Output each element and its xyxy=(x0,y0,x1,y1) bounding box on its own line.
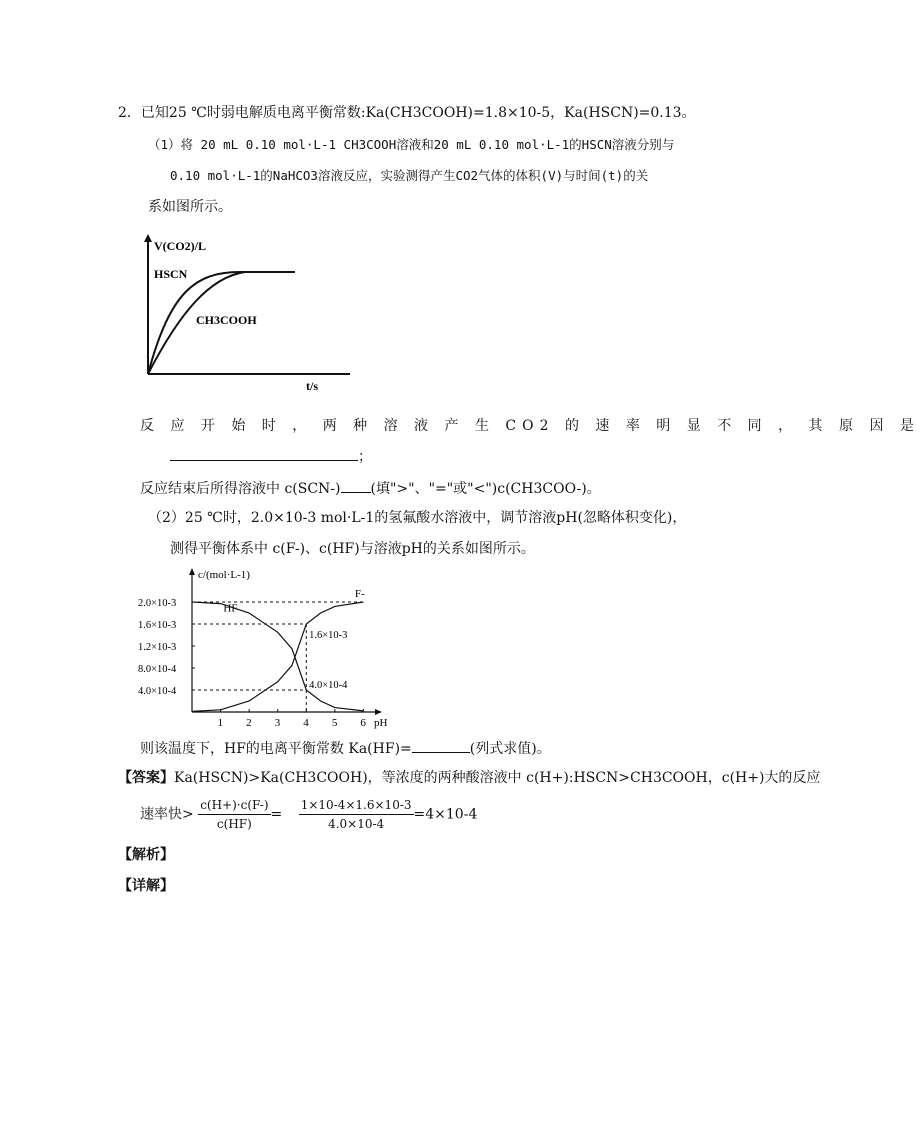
chart2-ylabel: c/(mol·L-1) xyxy=(198,569,250,581)
chart2-annotation-1: 1.6×10-3 xyxy=(309,630,348,641)
q2-answer-blank[interactable] xyxy=(341,478,371,493)
chart2-x-arrow xyxy=(375,709,382,715)
fraction2-numerator: 1×10-4×1.6×10-3 xyxy=(299,796,414,815)
problem-intro: 已知25 ℃时弱电解质电离平衡常数:Ka(CH3COOH)=1.8×10-5，Ka(HSCN)=0.13。 xyxy=(140,105,696,121)
part1-line3: 系如图所示。 xyxy=(148,199,232,215)
answer-line2 xyxy=(140,796,477,833)
fraction1-numerator: c(H+)·c(F-) xyxy=(198,796,270,815)
chart2-y-tick-label: 2.0×10-3 xyxy=(138,598,177,609)
q1-answer-blank[interactable] xyxy=(170,446,358,461)
chart2-f-label: F- xyxy=(354,588,365,600)
chart2-x-tick-label: 6 xyxy=(360,717,366,729)
chart2-series-hf xyxy=(192,602,363,711)
chart2-y-tick-label: 1.6×10-3 xyxy=(138,620,177,631)
q1-text: 反 应 开 始 时 ， 两 种 溶 液 产 生 CO2 的 速 率 明 显 不 同 ， 其 原 因 是 xyxy=(140,418,920,434)
hf-concentration-chart xyxy=(136,562,386,728)
detail-label: 【详解】 xyxy=(118,878,174,894)
answer-fraction-1 xyxy=(198,796,270,833)
chart2-series-f xyxy=(192,602,363,711)
fraction1-denominator: c(HF) xyxy=(216,817,252,831)
chart2-y-tick-label: 4.0×10-4 xyxy=(138,686,177,697)
answer-label: 【答案】 xyxy=(118,770,174,786)
chart2-x-tick-label: 4 xyxy=(303,717,309,729)
chart2-x-tick-label: 5 xyxy=(331,717,338,729)
chart1-y-arrow xyxy=(144,234,152,242)
answer-prefix: 速率快> xyxy=(140,806,194,823)
fraction2-denominator: 4.0×10-4 xyxy=(328,817,385,831)
q3-answer-blank[interactable] xyxy=(412,738,470,753)
q3-after: (列式求值)。 xyxy=(469,741,551,757)
chart2-y-arrow xyxy=(189,568,195,575)
problem-number: 2． xyxy=(118,105,141,121)
part2-line1: （2）25 ℃时，2.0×10-3 mol·L-1的氢氟酸水溶液中，调节溶液pH(忽略体积变化)， xyxy=(148,510,687,526)
answer-equals: = xyxy=(270,806,283,823)
part1-line2: 0.10 mol·L-1的NaHCO3溶液反应，实验测得产生CO2气体的体积(V)与时间(t)的关 xyxy=(170,168,649,183)
chart2-annotation-2: 4.0×10-4 xyxy=(309,680,348,691)
part1-line1: （1）将 20 mL 0.10 mol·L-1 CH3COOH溶液和20 mL 0.10 mol·L-1的HSCN溶液分别与 xyxy=(148,137,675,152)
q3-before: 则该温度下，HF的电离平衡常数 Ka(HF)= xyxy=(140,741,412,757)
chart2-x-tick-label: 1 xyxy=(217,717,224,729)
chart2-y-tick-label: 1.2×10-3 xyxy=(138,642,177,653)
chart1-xlabel: t/s xyxy=(306,379,318,393)
problem-intro-line xyxy=(118,104,696,122)
chart2-plot xyxy=(138,568,388,729)
chart2-x-tick-label: 2 xyxy=(246,717,252,729)
answer-fraction-2 xyxy=(299,796,414,833)
answer-text: Ka(HSCN)>Ka(CH3COOH)，等浓度的两种酸溶液中 c(H+):HSCN>CH3COOH，c(H+)大的反应 xyxy=(174,770,821,786)
chart2-y-tick-label: 8.0×10-4 xyxy=(138,664,177,675)
part2-line2: 测得平衡体系中 c(F-)、c(HF)与溶液pH的关系如图所示。 xyxy=(170,541,535,557)
q3-line xyxy=(140,738,551,758)
chart2-xlabel: pH xyxy=(374,717,388,729)
q2-line xyxy=(140,478,601,498)
q1-end: ； xyxy=(358,449,372,465)
chart1-ch3cooh-label: CH3COOH xyxy=(196,313,257,327)
chart2-x-tick-label: 3 xyxy=(274,717,281,729)
analysis-label: 【解析】 xyxy=(118,847,174,863)
answer-line1 xyxy=(118,769,820,787)
co2-volume-chart xyxy=(140,232,360,392)
chart1-ylabel: V(CO2)/L xyxy=(154,239,206,253)
chart2-hf-label: HF xyxy=(223,602,238,615)
q1-answer-line xyxy=(170,446,372,466)
answer-result: =4×10-4 xyxy=(413,806,478,823)
chart1-hscn-label: HSCN xyxy=(154,267,188,281)
q2-after: (填">"、"="或"<")c(CH3COO-)。 xyxy=(370,481,601,497)
q2-before: 反应结束后所得溶液中 c(SCN-) xyxy=(140,481,341,497)
